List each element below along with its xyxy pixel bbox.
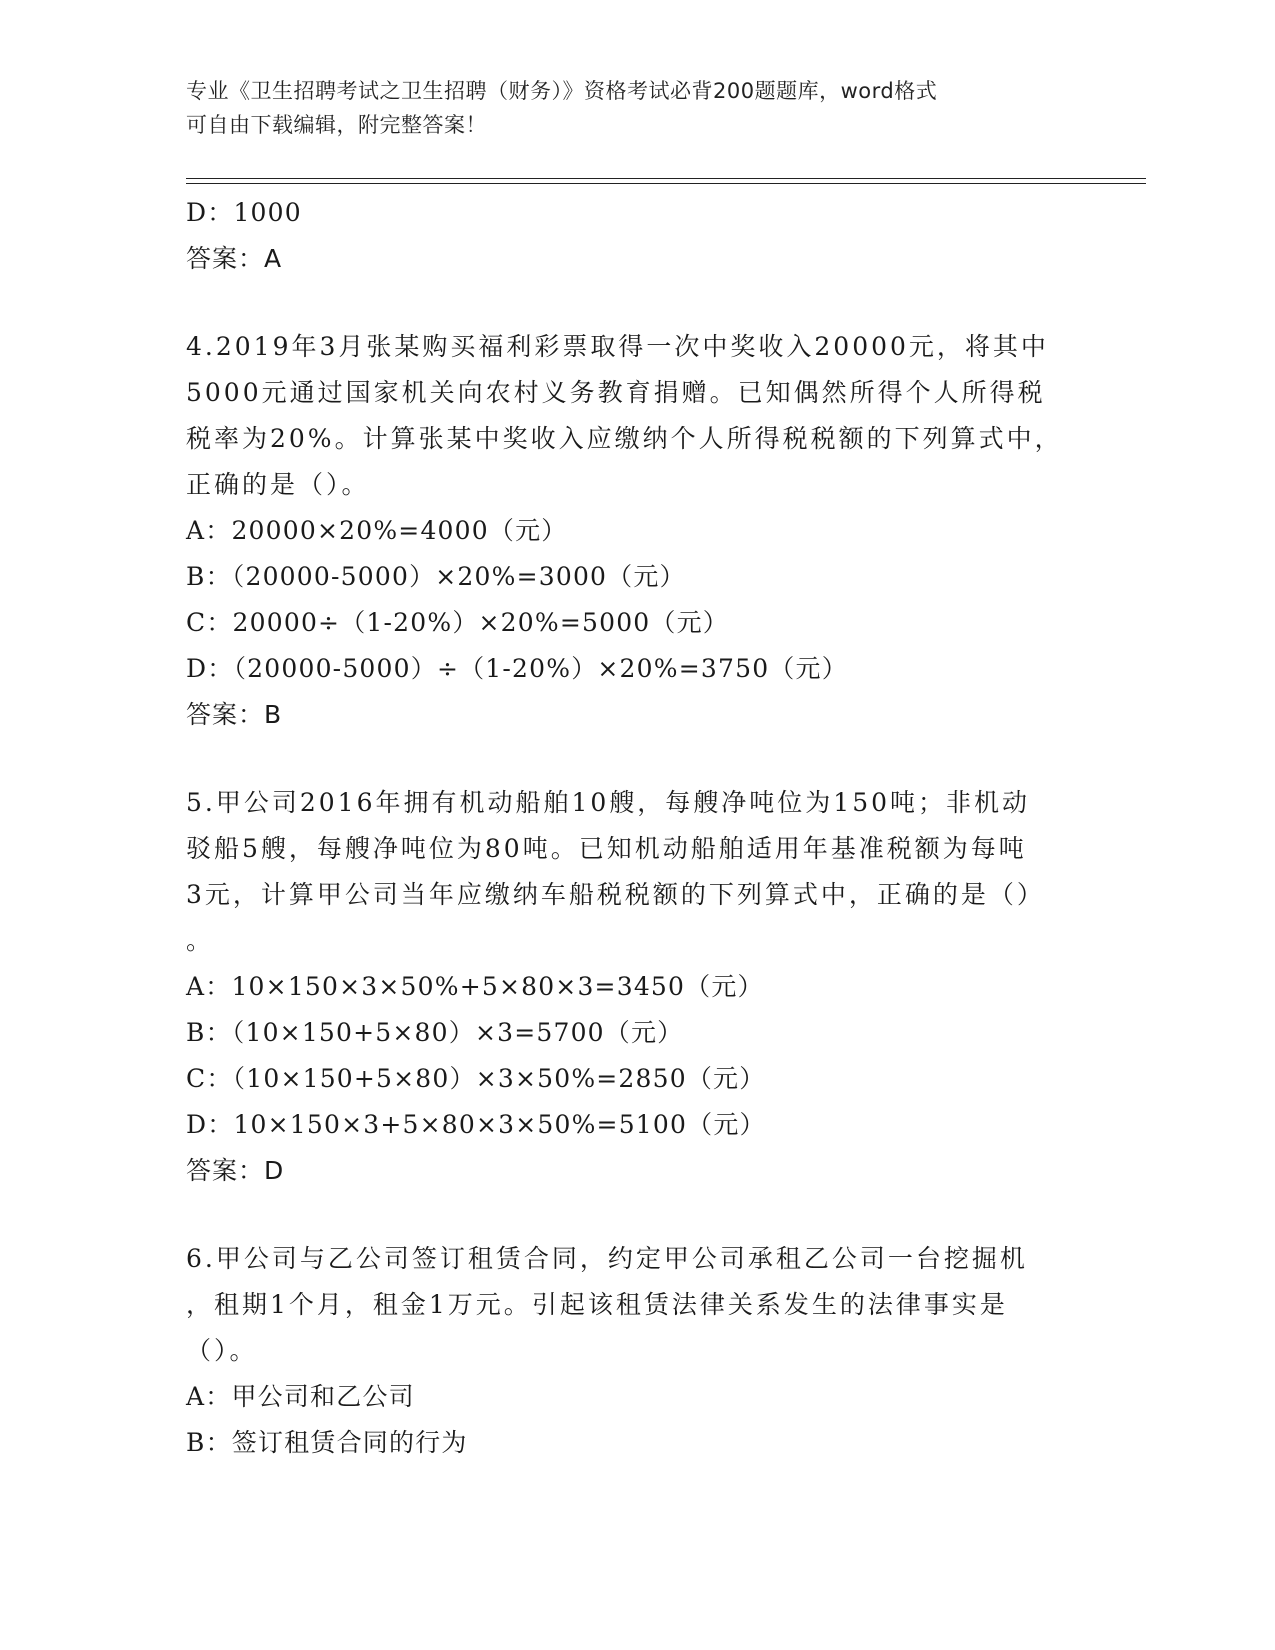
header-line-2: 可自由下载编辑，附完整答案！: [186, 113, 487, 137]
option-d: D：（20000-5000）÷（1-20%）×20%=3750（元）: [186, 654, 848, 683]
option-d: D：1000: [186, 198, 302, 227]
question-text-line: 正确的是（）。: [186, 470, 370, 499]
question-block-5: [186, 780, 1086, 1194]
option-b: B：签订租赁合同的行为: [186, 1428, 468, 1457]
question-text-line: 6.甲公司与乙公司签订租赁合同，约定甲公司承租乙公司一台挖掘机: [186, 1244, 1028, 1273]
question-text-line: 3元，计算甲公司当年应缴纳车船税税额的下列算式中，正确的是（）: [186, 880, 1045, 909]
option-d: D：10×150×3+5×80×3×50%=5100（元）: [186, 1110, 766, 1139]
question-text-line: 。: [186, 926, 215, 955]
document-body: [186, 190, 1086, 1466]
answer-label: 答案：B: [186, 700, 283, 729]
option-a: A：20000×20%=4000（元）: [186, 516, 568, 545]
header-divider-bottom: [186, 183, 1146, 184]
question-text-line: 驳船5艘，每艘净吨位为80吨。已知机动船舶适用年基准税额为每吨: [186, 834, 1027, 863]
question-text-line: 5000元通过国家机关向农村义务教育捐赠。已知偶然所得个人所得税: [186, 378, 1046, 407]
question-block-6: [186, 1236, 1086, 1466]
header-divider-top: [186, 178, 1146, 179]
header-line-1: 专业《卫生招聘考试之卫生招聘（财务）》资格考试必背200题题库，word格式: [186, 79, 938, 103]
question-text-line: 税率为20%。计算张某中奖收入应缴纳个人所得税税额的下列算式中，: [186, 424, 1063, 453]
question-text-line: 5.甲公司2016年拥有机动船舶10艘，每艘净吨位为150吨；非机动: [186, 788, 1031, 817]
option-b: B：（20000-5000）×20%=3000（元）: [186, 562, 686, 591]
answer-label: 答案：D: [186, 1156, 285, 1185]
question-text-line: 4.2019年3月张某购买福利彩票取得一次中奖收入20000元，将其中: [186, 332, 1049, 361]
question-block-4: [186, 324, 1086, 738]
answer-label: 答案：A: [186, 244, 283, 273]
option-a: A：10×150×3×50%+5×80×3=3450（元）: [186, 972, 764, 1001]
option-b: B：（10×150+5×80）×3=5700（元）: [186, 1018, 684, 1047]
question-text-line: ，租期1个月，租金1万元。引起该租赁法律关系发生的法律事实是: [186, 1290, 1008, 1319]
option-c: C：20000÷（1-20%）×20%=5000（元）: [186, 608, 730, 637]
question-text-line: （）。: [186, 1336, 258, 1365]
option-a: A：甲公司和乙公司: [186, 1382, 415, 1411]
document-header: [186, 74, 1086, 142]
option-c: C：（10×150+5×80）×3×50%=2850（元）: [186, 1064, 766, 1093]
